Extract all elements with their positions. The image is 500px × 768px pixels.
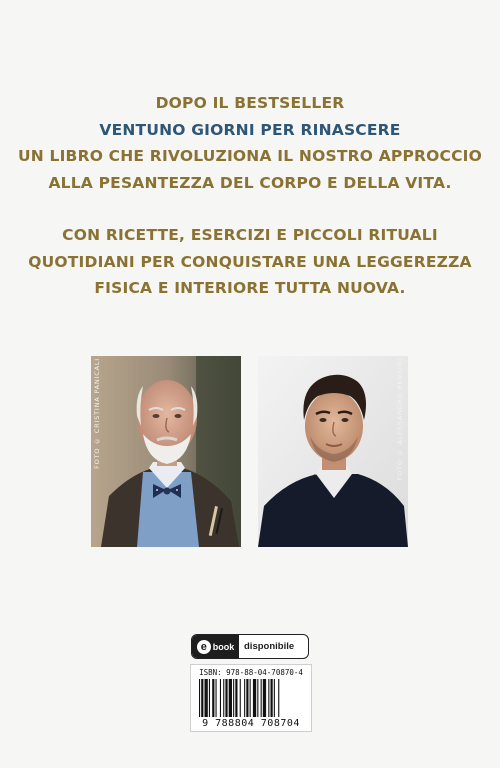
barcode-digits: 9 788804 708704	[202, 718, 300, 729]
cover-blurb	[0, 90, 500, 302]
blurb-line: CON RICETTE, ESERCIZI E PICCOLI RITUALI	[62, 226, 438, 244]
blurb-line: FISICA E INTERIORE TUTTA NUOVA.	[94, 279, 406, 297]
author-portrait-elderly	[91, 356, 241, 547]
ebook-availability: disponibile	[244, 641, 295, 652]
photo-credit-left: FOTO © CRISTINA PANICALI	[93, 358, 101, 469]
ebook-e-icon: e	[197, 640, 211, 654]
author-portrait-young	[258, 356, 408, 547]
blurb-line: QUOTIDIANI PER CONQUISTARE UNA LEGGEREZZA	[28, 252, 472, 271]
author-photo-right	[258, 356, 408, 547]
ebook-badge	[191, 634, 309, 659]
blurb-line: DOPO IL BESTSELLER	[155, 94, 345, 112]
isbn-barcode	[190, 664, 312, 732]
blurb-line: UN LIBRO CHE RIVOLUZIONA IL NOSTRO APPROCCIO	[17, 147, 483, 165]
author-photo-left	[91, 356, 241, 547]
photo-credit-right: FOTO © ALESSANDRO PENSINI	[396, 358, 404, 481]
barcode-bars	[199, 679, 305, 717]
ebook-logo	[192, 635, 239, 658]
previous-book-title: VENTUNO GIORNI PER RINASCERE	[99, 120, 401, 139]
blurb-line: ALLA PESANTEZZA DEL CORPO E DELLA VITA.	[48, 173, 452, 192]
ebook-logo-word: book	[212, 641, 235, 652]
isbn-number: ISBN: 978-88-04-70870-4	[199, 668, 303, 677]
